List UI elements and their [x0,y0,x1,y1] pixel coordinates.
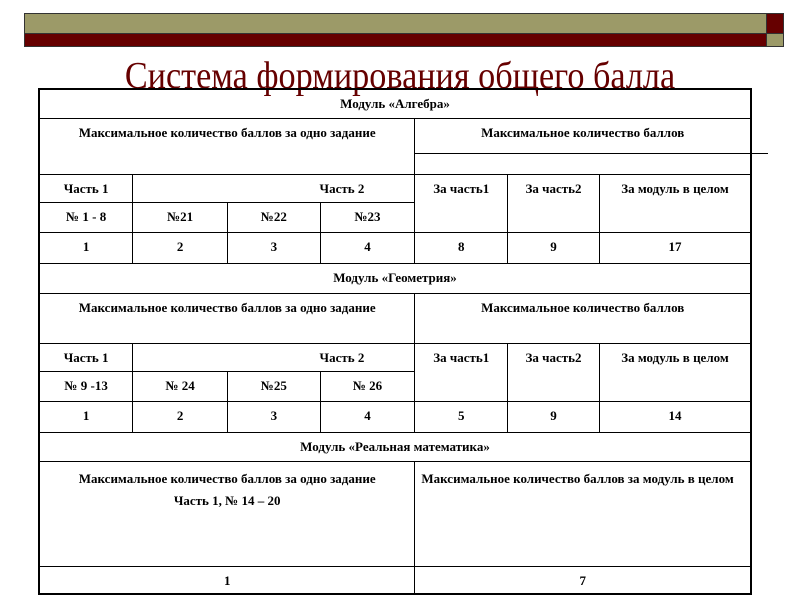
za-part2: За часть2 [508,343,600,401]
task-cell: №23 [320,202,415,232]
decor-bar-top [24,13,768,35]
part1-label: Часть 1 [39,174,133,202]
max-total-header: Максимальное количество баллов за модуль в целом [415,461,751,566]
module-header: Модуль «Реальная математика» [39,432,751,461]
part2-label: Часть 2 [133,174,415,202]
task-cell: № 9 -13 [39,371,133,401]
za-part2: За часть2 [508,174,600,232]
value-cell: 1 [39,401,133,432]
value-cell: 4 [320,401,415,432]
max-task-cell [39,461,415,566]
max-task-header: Максимальное количество баллов за одно задание [39,118,415,174]
value-cell: 4 [320,232,415,263]
decor-square [766,33,784,47]
value-cell: 3 [227,232,320,263]
task-cell: №22 [227,202,320,232]
za-part1: За часть1 [415,343,508,401]
value-cell: 9 [508,232,600,263]
part2-label: Часть 2 [133,343,415,371]
value-cell: 8 [415,232,508,263]
value-cell: 1 [39,566,415,594]
part-label: Часть 1, № 14 – 20 [173,492,281,508]
value-cell: 17 [599,232,751,263]
value-cell: 2 [133,232,228,263]
value-cell: 3 [227,401,320,432]
max-task-header: Максимальное количество баллов за одно задание [39,293,415,343]
value-cell: 9 [508,401,600,432]
divider-line [415,153,768,154]
max-task-header: Максимальное количество баллов за одно задание [78,470,376,486]
slide-title: Система формирования общего балла [124,55,676,97]
value-cell: 5 [415,401,508,432]
task-cell: №21 [133,202,228,232]
task-cell: № 26 [320,371,415,401]
decor-square [766,13,784,35]
max-total-header: Максимальное количество баллов [415,118,751,174]
value-cell: 14 [599,401,751,432]
score-table [38,88,752,595]
module-header: Модуль «Алгебра» [39,89,751,118]
decor-bar-bottom [24,33,768,47]
za-module: За модуль в целом [599,343,751,401]
task-cell: № 24 [133,371,228,401]
task-cell: №25 [227,371,320,401]
za-module: За модуль в целом [599,174,751,232]
module-header: Модуль «Геометрия» [39,263,751,293]
max-total-header: Максимальное количество баллов [415,293,751,343]
value-cell: 2 [133,401,228,432]
value-cell: 7 [415,566,751,594]
za-part1: За часть1 [415,174,508,232]
part1-label: Часть 1 [39,343,133,371]
task-cell: № 1 - 8 [39,202,133,232]
value-cell: 1 [39,232,133,263]
